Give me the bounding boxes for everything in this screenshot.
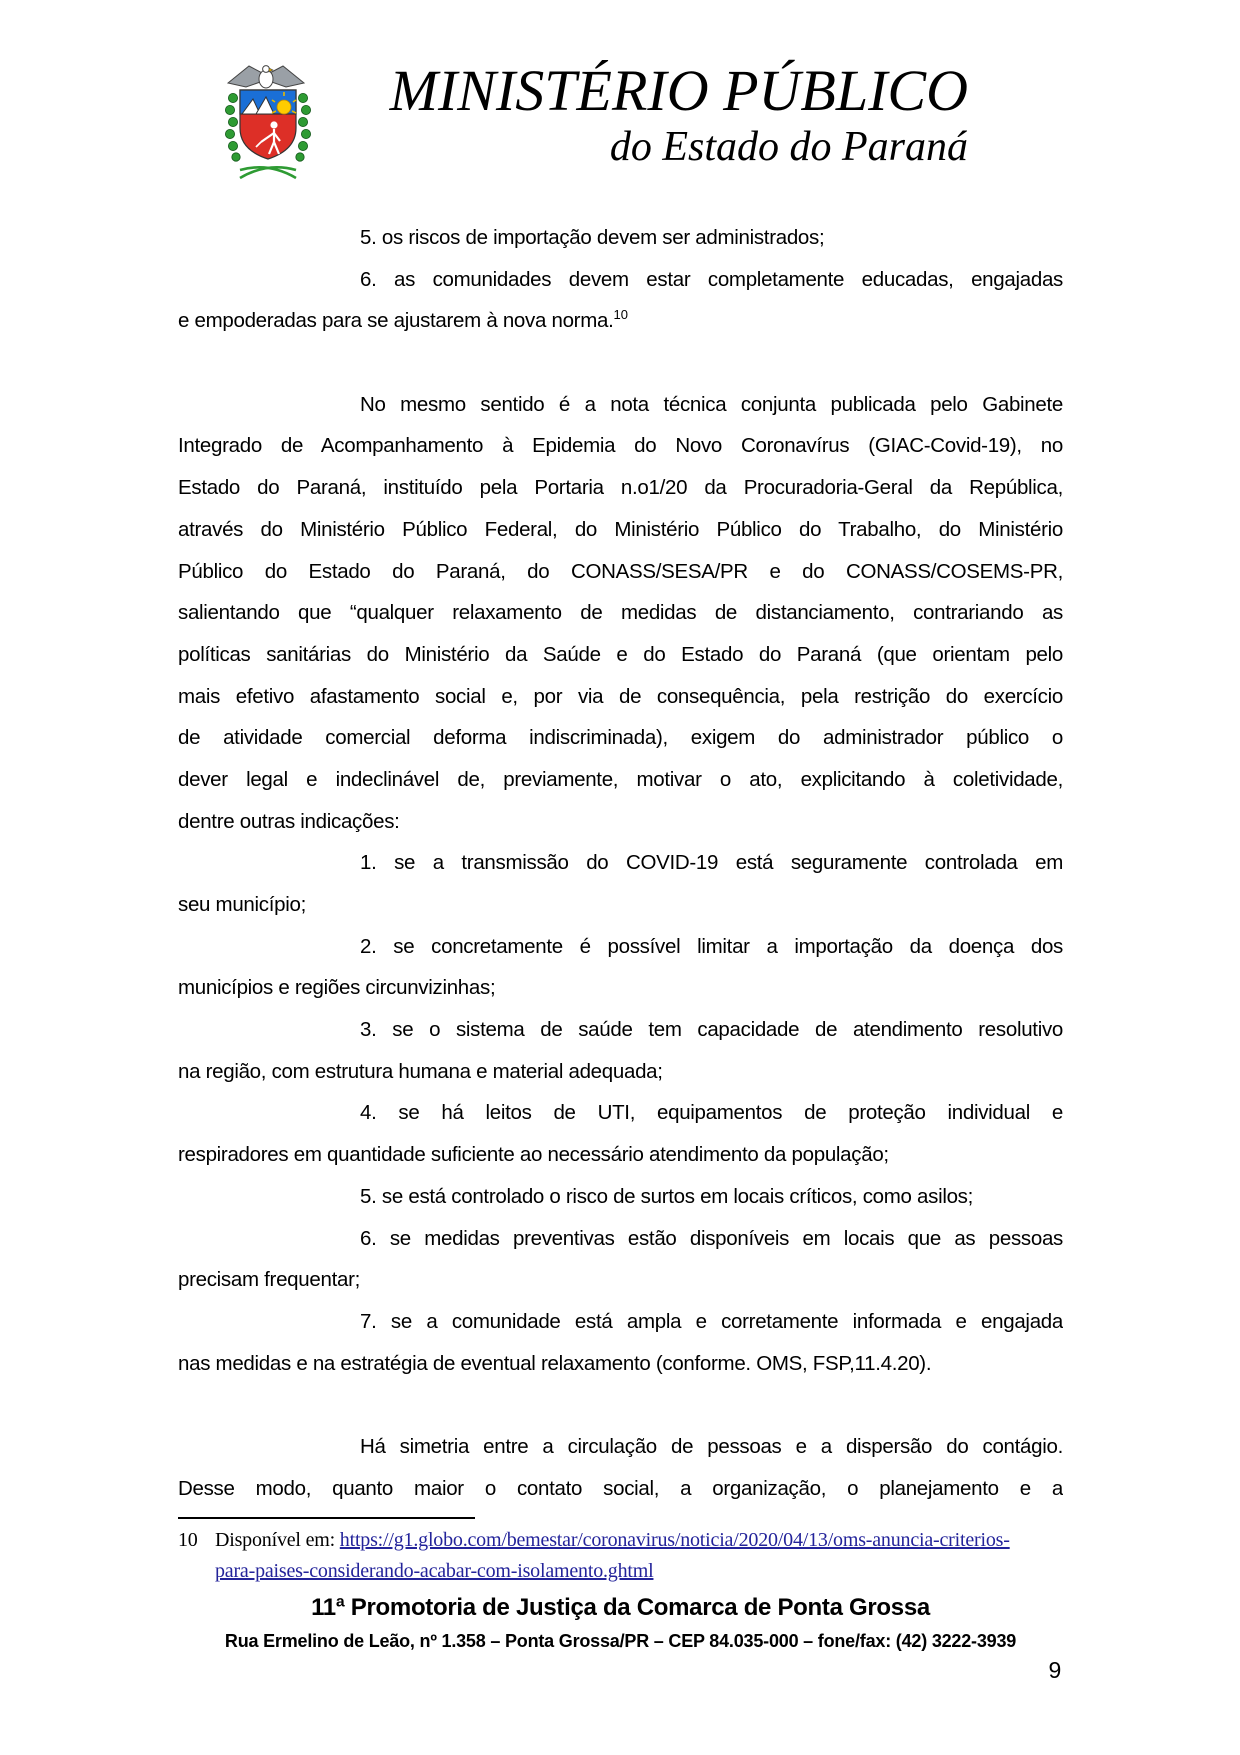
footnote-label: Disponível em: (215, 1529, 335, 1552)
body-line: 7. se a comunidade está ampla e corretamente informada e engajada (360, 1309, 1063, 1333)
body-line: 3. se o sistema de saúde tem capacidade de atendimento resolutivo (360, 1018, 1063, 1042)
paragraph (178, 1009, 1063, 1092)
org-subtitle: do Estado do Paraná (609, 124, 968, 170)
body-line: No mesmo sentido é a nota técnica conjunta publicada pelo Gabinete (360, 392, 1063, 416)
page-number: 9 (1048, 1657, 1061, 1684)
body-line: Integrado de Acompanhamento à Epidemia do Novo Coronavírus (GIAC-Covid-19), no (178, 434, 1063, 458)
body-line: 5. os riscos de importação devem ser administrados; (360, 226, 825, 249)
body-line: seu município; (178, 893, 306, 916)
footnote-number: 10 (178, 1529, 198, 1552)
body-line: na região, com estrutura humana e material adequada; (178, 1059, 663, 1083)
body-paragraphs (178, 217, 1063, 1509)
footer-office: 11ª Promotoria de Justiça da Comarca de Ponta Grossa (311, 1594, 930, 1622)
body-line: 5. se está controlado o risco de surtos em locais críticos, como asilos; (360, 1184, 974, 1208)
paragraph (178, 1092, 1063, 1175)
body-line: de atividade comercial deforma indiscriminada), exigem do administrador público o (178, 726, 1063, 750)
page-footer (178, 1593, 1063, 1655)
footnote-line-1 (178, 1525, 1063, 1556)
parana-coat-of-arms (222, 62, 314, 184)
body-line: 1. se a transmissão do COVID-19 está seguramente controlada em (360, 851, 1063, 875)
body-line: 6. se medidas preventivas estão disponíveis em locais que as pessoas (360, 1226, 1063, 1250)
body-line: 4. se há leitos de UTI, equipamentos de proteção individual e (360, 1101, 1063, 1125)
body-line: 6. as comunidades devem estar completamente educadas, engajadas (360, 267, 1063, 291)
body-line: Estado do Paraná, instituído pela Portaria n.o1/20 da Procuradoria-Geral da República, (178, 476, 1063, 500)
body-line: salientando que “qualquer relaxamento de medidas de distanciamento, contrariando as (178, 601, 1063, 625)
body-line: Desse modo, quanto maior o contato social, a organização, o planejamento e a (178, 1476, 1063, 1500)
footnote-area (178, 1517, 1063, 1587)
footnote-link-line1[interactable]: https://g1.globo.com/bemestar/coronavirus/noticia/2020/04/13/oms-anuncia-criterios- (339, 1529, 1010, 1552)
paragraph (178, 842, 1063, 925)
document-body (178, 217, 1063, 1683)
laurel-branch-right (296, 93, 311, 161)
body-line: Há simetria entre a circulação de pessoas e a dispersão do contágio. (360, 1434, 1063, 1458)
body-line: Público do Estado do Paraná, do CONASS/SESA/PR e do CONASS/COSEMS-PR, (178, 559, 1063, 583)
paragraph (178, 384, 1063, 843)
body-line: municípios e regiões circunvizinhas; (178, 976, 496, 1000)
paragraph (178, 1176, 1063, 1218)
footnote-link-line2[interactable]: para-paises-considerando-acabar-com-isolamento.ghtml (215, 1560, 654, 1583)
parana-coat-of-arms-logo (222, 62, 314, 184)
body-line: e empoderadas para se ajustarem à nova norma.$^{10}$ (178, 307, 628, 333)
paragraph (178, 926, 1063, 1009)
paragraph (178, 259, 1063, 342)
footer-address: Rua Ermelino de Leão, nº 1.358 – Ponta Grossa/PR – CEP 84.035-000 – fone/fax: (42) 3222-3939 (224, 1631, 1017, 1652)
body-line: dentre outras indicações: (178, 809, 400, 833)
body-line: nas medidas e na estratégia de eventual relaxamento (conforme. OMS, FSP,11.4.20). (178, 1351, 932, 1375)
body-line: 2. se concretamente é possível limitar a importação da doença dos (360, 934, 1063, 958)
eagle-icon (228, 66, 304, 88)
shield (240, 90, 296, 159)
letterhead (390, 60, 968, 170)
body-line: dever legal e indeclinável de, previamente, motivar o ato, explicitando à coletividade, (178, 767, 1063, 791)
paragraph (178, 1301, 1063, 1384)
paragraph (178, 217, 1063, 259)
body-line: precisam frequentar; (178, 1268, 361, 1292)
laurel-branch-left (225, 93, 240, 161)
body-line: mais efetivo afastamento social e, por via de consequência, pela restrição do exercício (178, 684, 1063, 708)
body-line: respiradores em quantidade suficiente ao necessário atendimento da população; (178, 1143, 889, 1167)
footnote-line-2 (178, 1556, 1063, 1587)
body-line: políticas sanitárias do Ministério da Saúde e do Estado do Paraná (que orientam pelo (178, 642, 1063, 666)
footnote-separator (178, 1517, 475, 1519)
paragraph (178, 1218, 1063, 1301)
org-name: MINISTÉRIO PÚBLICO (389, 58, 968, 123)
crossed-branches (240, 167, 296, 178)
paragraph (178, 1426, 1063, 1509)
footnote-ref: 10 (613, 307, 628, 323)
body-line: através do Ministério Público Federal, do Ministério Público do Trabalho, do Ministério (178, 517, 1063, 541)
